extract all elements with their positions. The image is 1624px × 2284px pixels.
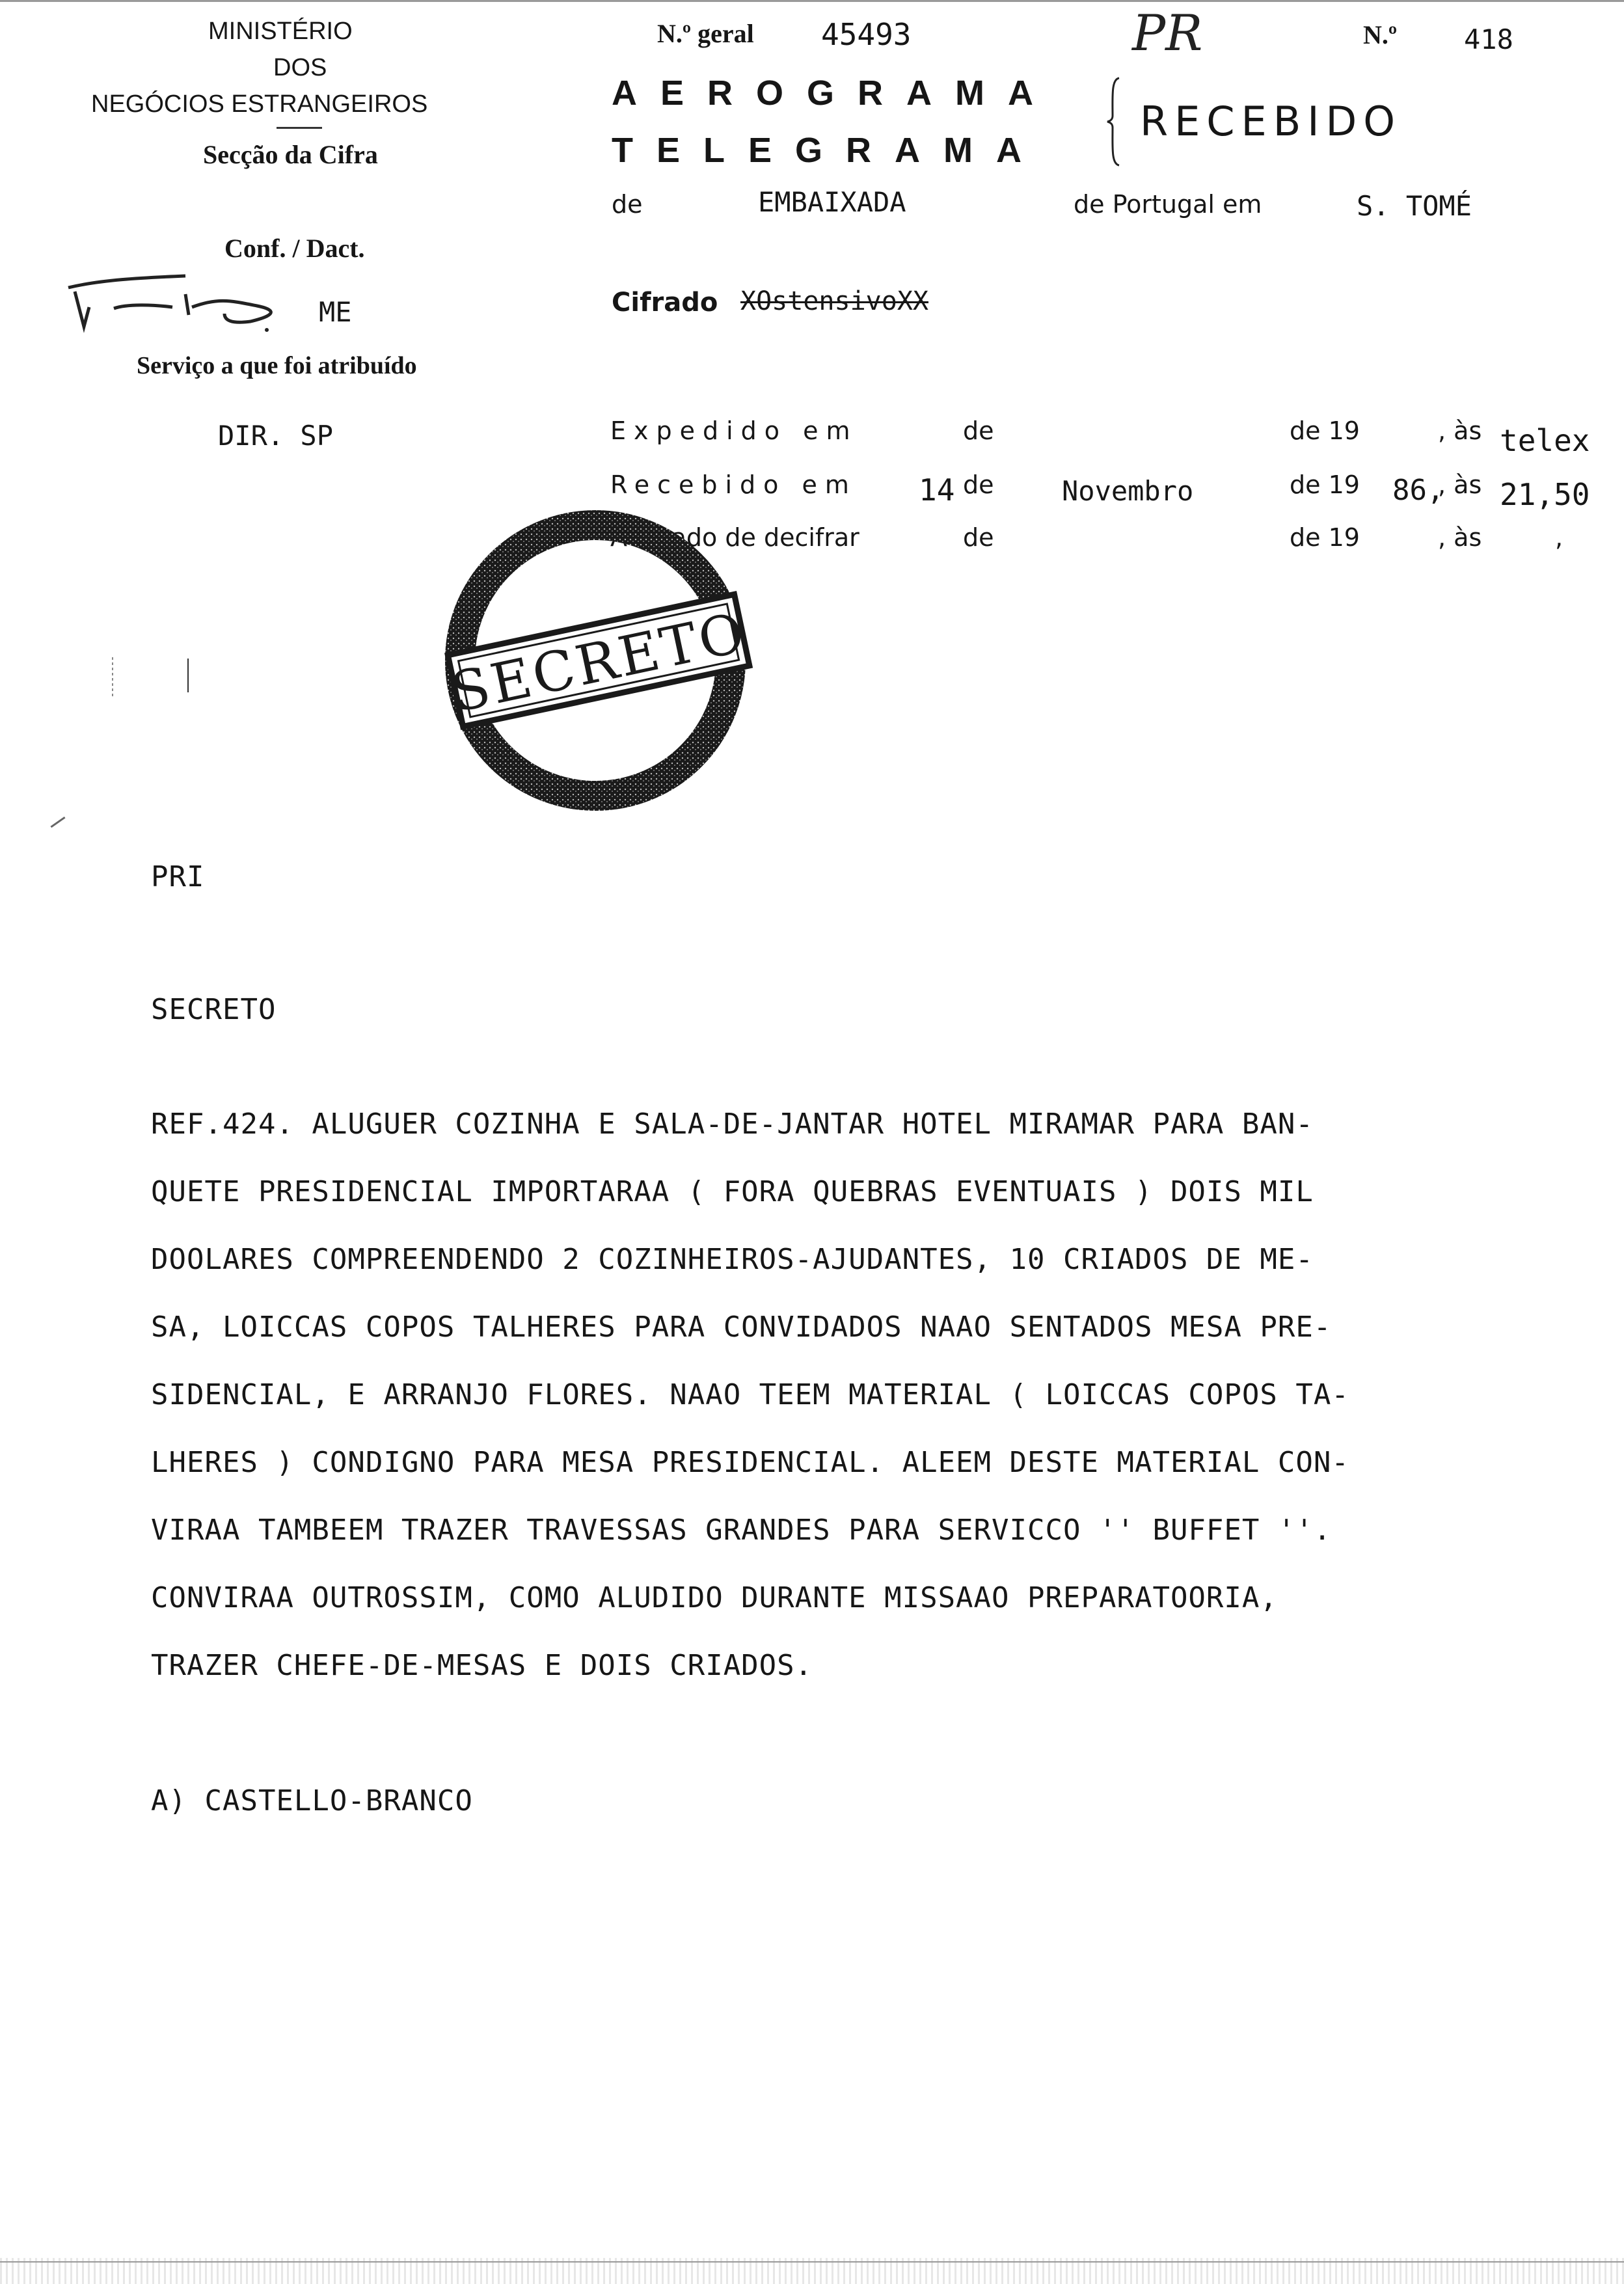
expedido-de: de: [963, 416, 994, 445]
geral-number: 45493: [821, 17, 912, 52]
conf-dact-label: Conf. / Dact.: [224, 234, 365, 263]
message-line: QUETE PRESIDENCIAL IMPORTARAA ( FORA QUEBRAS EVENTUAIS ) DOIS MIL: [151, 1175, 1314, 1208]
expedido-label: Expedido em: [610, 416, 858, 445]
portugal-em-label: de Portugal em: [1074, 190, 1262, 219]
recebido-de: de: [963, 470, 994, 499]
message-line: LHERES ) CONDIGNO PARA MESA PRESIDENCIAL. ALEEM DESTE MATERIAL CON-: [151, 1446, 1349, 1479]
telegrama-label: TELEGRAMA: [612, 131, 1045, 170]
expedido-time: telex: [1500, 423, 1590, 458]
margin-mark-solid: [187, 659, 189, 692]
acabado-label: Acabado de decifrar: [610, 523, 859, 552]
number-label: N.º: [1363, 20, 1398, 49]
handwritten-pr: PR: [1132, 4, 1203, 62]
acabado-as: , às: [1438, 523, 1482, 552]
ostensivo-struck: XOstensivoXX: [740, 286, 928, 316]
de-label: de: [612, 190, 643, 219]
acabado-de19: de 19: [1290, 523, 1360, 552]
signature: A) CASTELLO-BRANCO: [151, 1784, 473, 1817]
service-value: DIR. SP: [218, 420, 334, 452]
cifrado-label: Cifrado: [612, 288, 718, 318]
acabado-de: de: [963, 523, 994, 552]
recebido-as: , às: [1438, 470, 1482, 499]
recebido-label: Recebido em: [610, 470, 857, 499]
ministry-divider: [277, 127, 322, 129]
recebido-day: 14: [919, 472, 955, 508]
top-border: [0, 0, 1624, 2]
sender-value: EMBAIXADA: [758, 186, 906, 218]
recebido-de19: de 19: [1290, 470, 1360, 499]
expedido-de19: de 19: [1290, 416, 1360, 445]
stamp-text: SECRETO: [446, 600, 753, 725]
margin-mark-dotted: [112, 657, 113, 696]
acabado-comma: ,: [1555, 523, 1563, 552]
margin-tick: [50, 817, 65, 828]
geral-label: N.º geral: [657, 19, 754, 48]
service-label: Serviço a que foi atribuído: [137, 352, 417, 379]
recebido-month: Novembro: [1062, 475, 1194, 507]
message-line: DOOLARES COMPREENDENDO 2 COZINHEIROS-AJUDANTES, 10 CRIADOS DE ME-: [151, 1243, 1314, 1276]
message-line: VIRAA TAMBEEM TRAZER TRAVESSAS GRANDES PARA SERVICCO '' BUFFET ''.: [151, 1514, 1332, 1547]
recebido-year: 86,: [1392, 474, 1444, 507]
brace-icon: [1106, 77, 1122, 167]
number-value: 418: [1464, 23, 1513, 55]
message-line: SIDENCIAL, E ARRANJO FLORES. NAAO TEEM MATERIAL ( LOICCAS COPOS TA-: [151, 1378, 1349, 1411]
ministry-line-3: NEGÓCIOS ESTRANGEIROS: [91, 90, 428, 118]
ministry-line-2: DOS: [273, 54, 327, 81]
priority: PRI: [151, 860, 205, 893]
bottom-border: [0, 2261, 1624, 2263]
aerograma-label: AEROGRAMA: [612, 74, 1057, 113]
message-line: SA, LOICCAS COPOS TALHERES PARA CONVIDADOS NAAO SENTADOS MESA PRE-: [151, 1311, 1332, 1344]
message-line: TRAZER CHEFE-DE-MESAS E DOIS CRIADOS.: [151, 1649, 813, 1682]
handwritten-initials: [62, 268, 303, 340]
ministry-line-1: MINISTÉRIO: [208, 18, 353, 45]
location-value: S. TOMÉ: [1357, 190, 1472, 222]
classification: SECRETO: [151, 993, 277, 1026]
section-label: Secção da Cifra: [203, 140, 378, 169]
message-line: REF.424. ALUGUER COZINHA E SALA-DE-JANTAR HOTEL MIRAMAR PARA BAN-: [151, 1108, 1314, 1141]
conf-dact-value: ME: [319, 296, 352, 328]
secreto-stamp: [426, 501, 765, 820]
message-line: CONVIRAA OUTROSSIM, COMO ALUDIDO DURANTE MISSAAO PREPARATOORIA,: [151, 1581, 1278, 1614]
received-label: RECEBIDO: [1140, 98, 1402, 145]
recebido-time: 21,50: [1500, 477, 1590, 512]
expedido-as: , às: [1438, 416, 1482, 445]
